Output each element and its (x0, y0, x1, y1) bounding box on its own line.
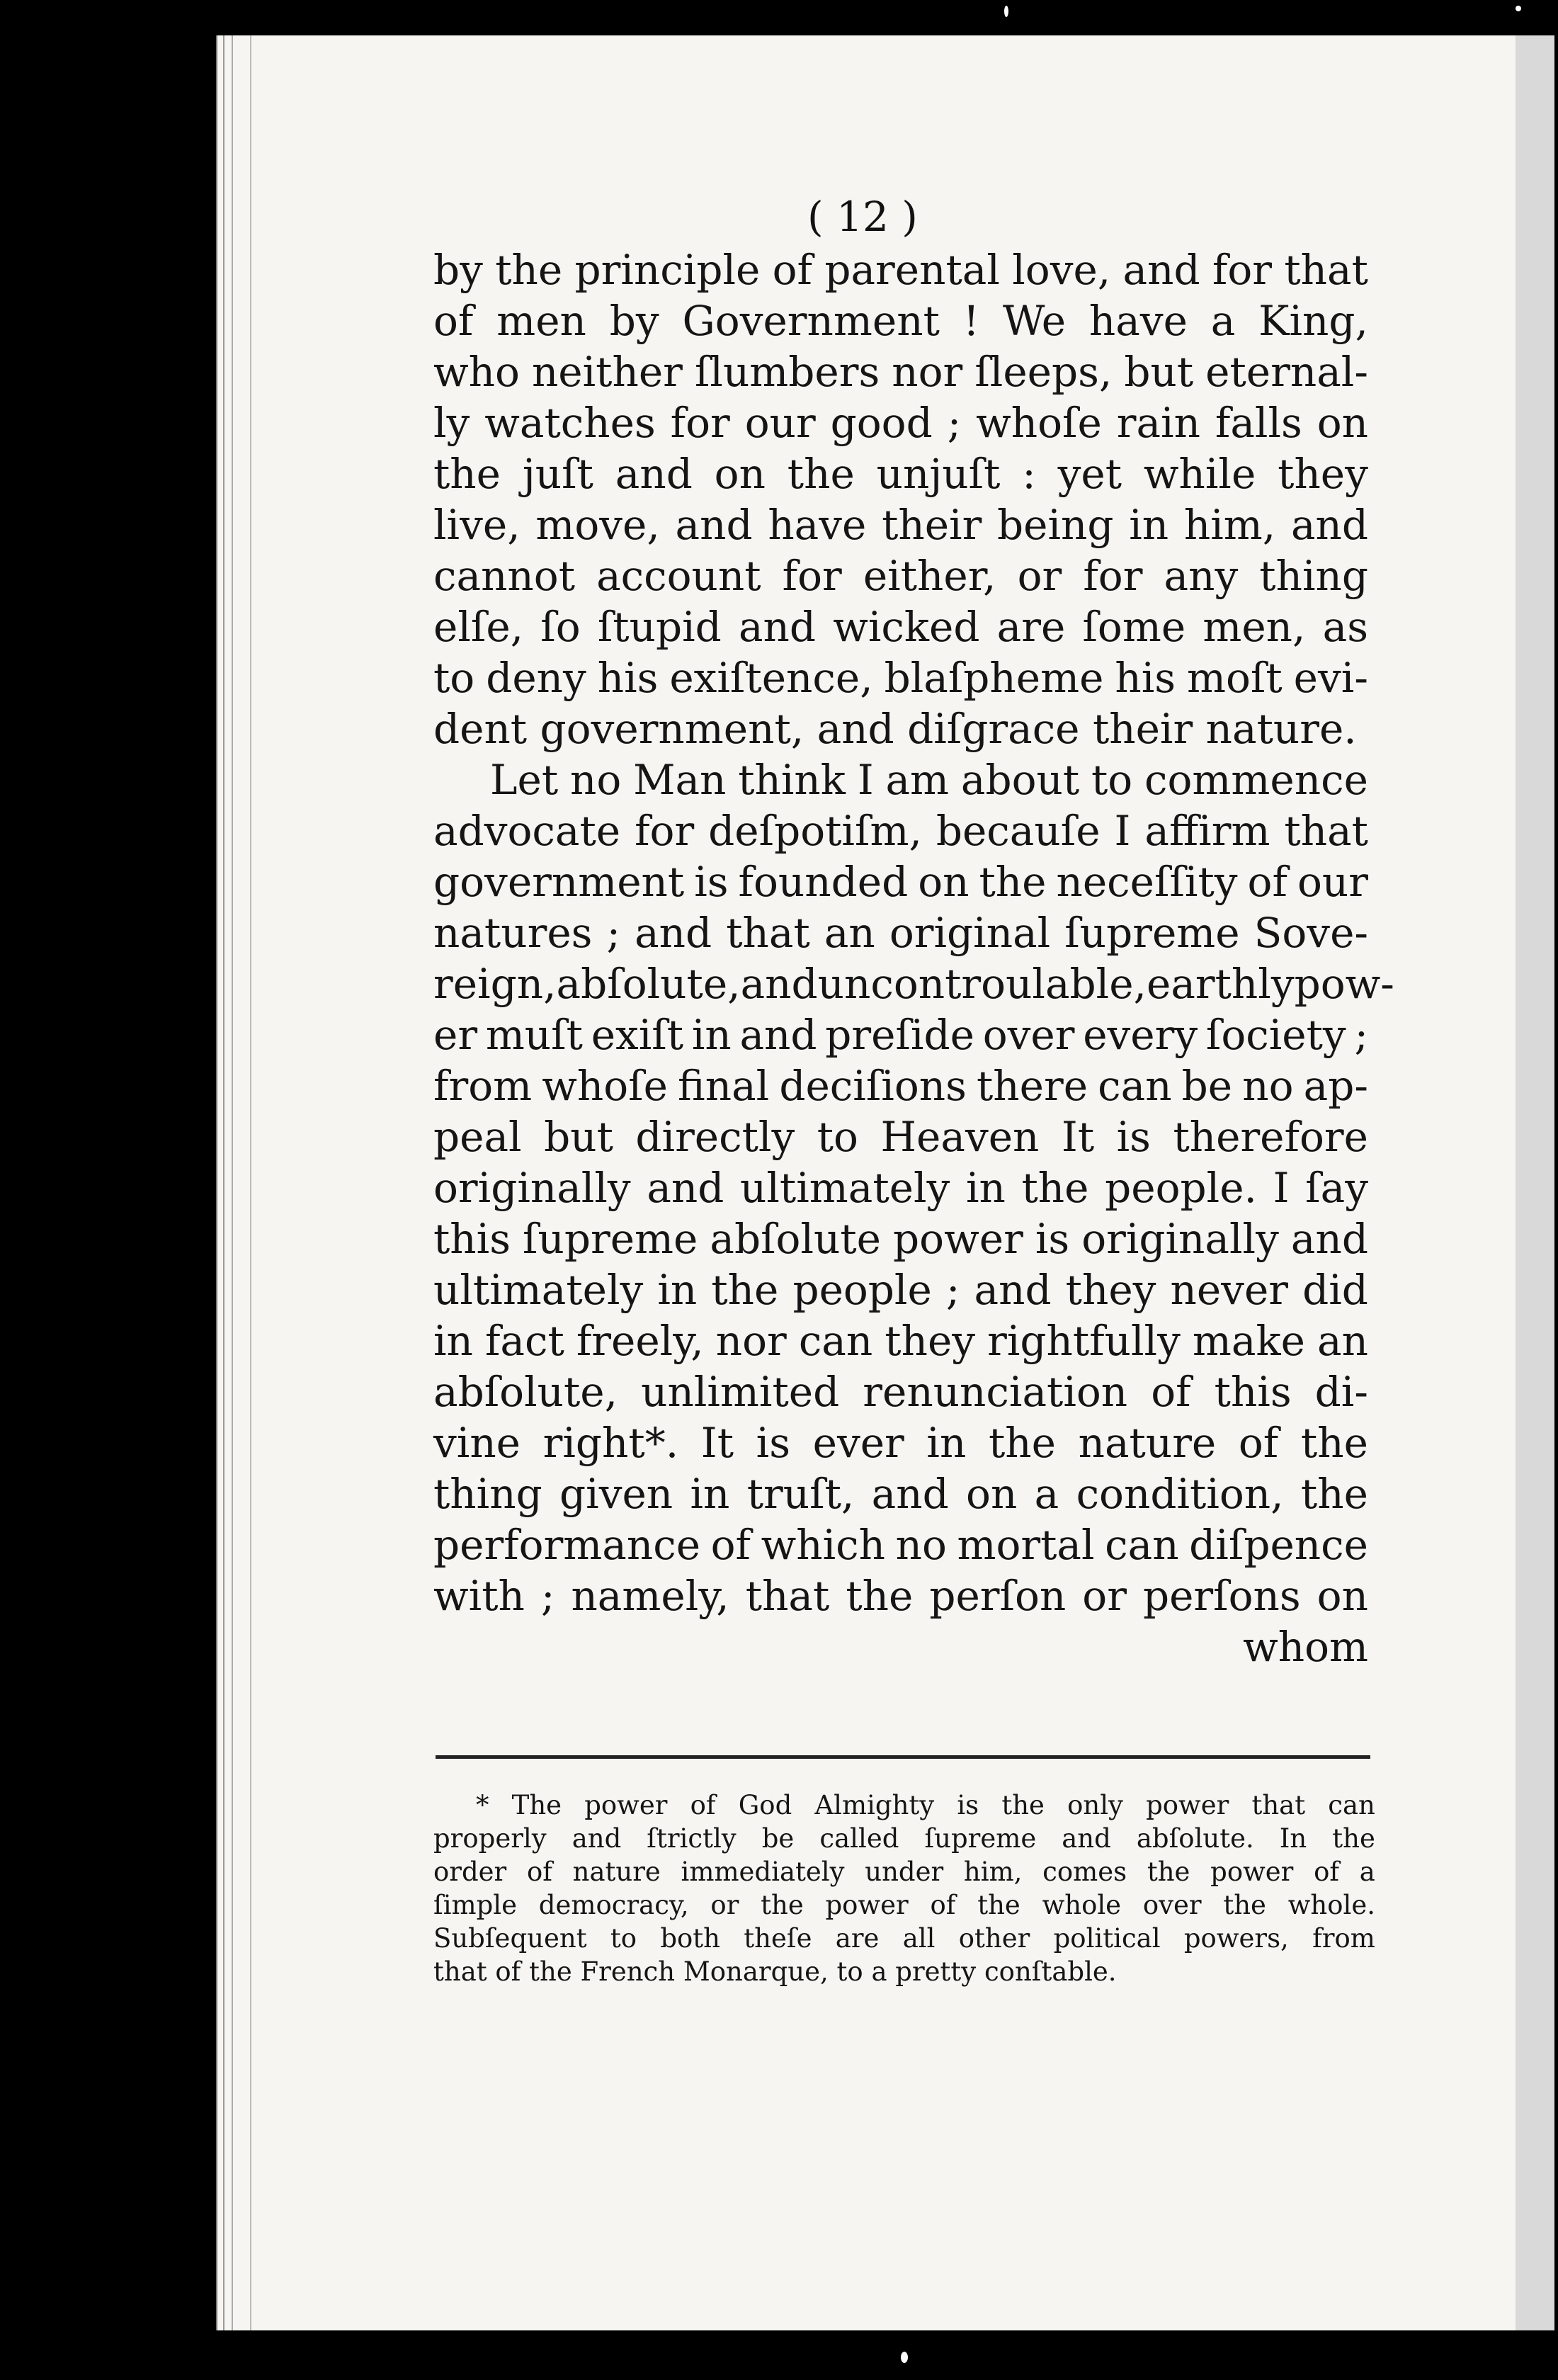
scan-speck (1004, 6, 1008, 17)
text-line: who neither ſlumbers nor ſleeps, but eternal- (433, 348, 1368, 396)
text-line: government is founded on the neceſſity of our (433, 858, 1368, 906)
text-line: advocate for deſpotiſm, becauſe I affirm that (433, 807, 1368, 855)
gutter-line (232, 35, 233, 2330)
gutter-line (223, 35, 224, 2330)
text-line: ultimately in the people ; and they never did (433, 1266, 1368, 1314)
text-line: elſe, ſo ſtupid and wicked are ſome men, as (433, 603, 1368, 651)
text-line: vine right*. It is ever in the nature of the (433, 1419, 1368, 1467)
text-line: natures ; and that an original ſupreme Sove- (433, 909, 1368, 957)
text-line: performance of which no mortal can diſpence (433, 1521, 1368, 1569)
text-line: dent government, and diſgrace their nature. (433, 705, 1357, 753)
footnote-line: that of the French Monarque, to a pretty conſtable. (433, 1956, 1117, 1987)
footnote-line: properly and ſtrictly be called ſupreme and abſolute. In the (433, 1823, 1375, 1854)
footnote-line: Subſequent to both theſe are all other political powers, from (433, 1923, 1375, 1954)
gutter-line (250, 35, 251, 2330)
text-line: with ; namely, that the perſon or perſons on (433, 1572, 1368, 1620)
text-line: from whoſe final deciſions there can be no ap- (433, 1062, 1368, 1110)
text-line: thing given in truſt, and on a condition, the (433, 1470, 1368, 1518)
text-line: this ſupreme abſolute power is originally and (433, 1215, 1368, 1263)
text-line: abſolute, unlimited renunciation of this di- (433, 1368, 1368, 1416)
paragraph-start-line: Let no Man think I am about to commence (490, 756, 1368, 804)
text-line: by the principle of parental love, and for that (433, 246, 1368, 294)
text-line: of men by Government ! We have a King, (433, 297, 1368, 345)
footnote-line: * The power of God Almighty is the only power that can (476, 1790, 1375, 1820)
body-text (433, 244, 1394, 1672)
text-line: in fact freely, nor can they rightfully make an (433, 1317, 1368, 1365)
page-number: ( 12 ) (807, 193, 918, 241)
footnote (433, 1789, 1375, 1988)
text-line: to deny his exiſtence, blaſpheme his moſt evi- (433, 654, 1368, 702)
page-edge (1516, 35, 1554, 2330)
text-line: originally and ultimately in the people. I ſay (433, 1164, 1368, 1212)
text-line: peal but directly to Heaven It is therefore (433, 1113, 1368, 1161)
text-line: ly watches for our good ; whoſe rain falls on (433, 399, 1368, 447)
text-line: the juſt and on the unjuſt : yet while they (433, 450, 1368, 498)
footnote-rule (436, 1755, 1370, 1759)
text-line: reign,abſolute,and uncontroulable,earthly pow- (433, 960, 1394, 1008)
scan-speck (1516, 6, 1521, 11)
footnote-line: ſimple democracy, or the power of the whole over the whole. (433, 1890, 1375, 1920)
footnote-line: order of nature immediately under him, comes the power of a (433, 1857, 1375, 1887)
text-line: cannot account for either, or for any thing (433, 552, 1368, 600)
text-line: live, move, and have their being in him, and (433, 501, 1368, 549)
catchword: whom (1243, 1623, 1368, 1671)
text-line: er muſt exiſt in and preſide over every ſociety ; (433, 1011, 1368, 1059)
scan-speck (901, 2352, 908, 2363)
gutter-line (216, 35, 217, 2330)
